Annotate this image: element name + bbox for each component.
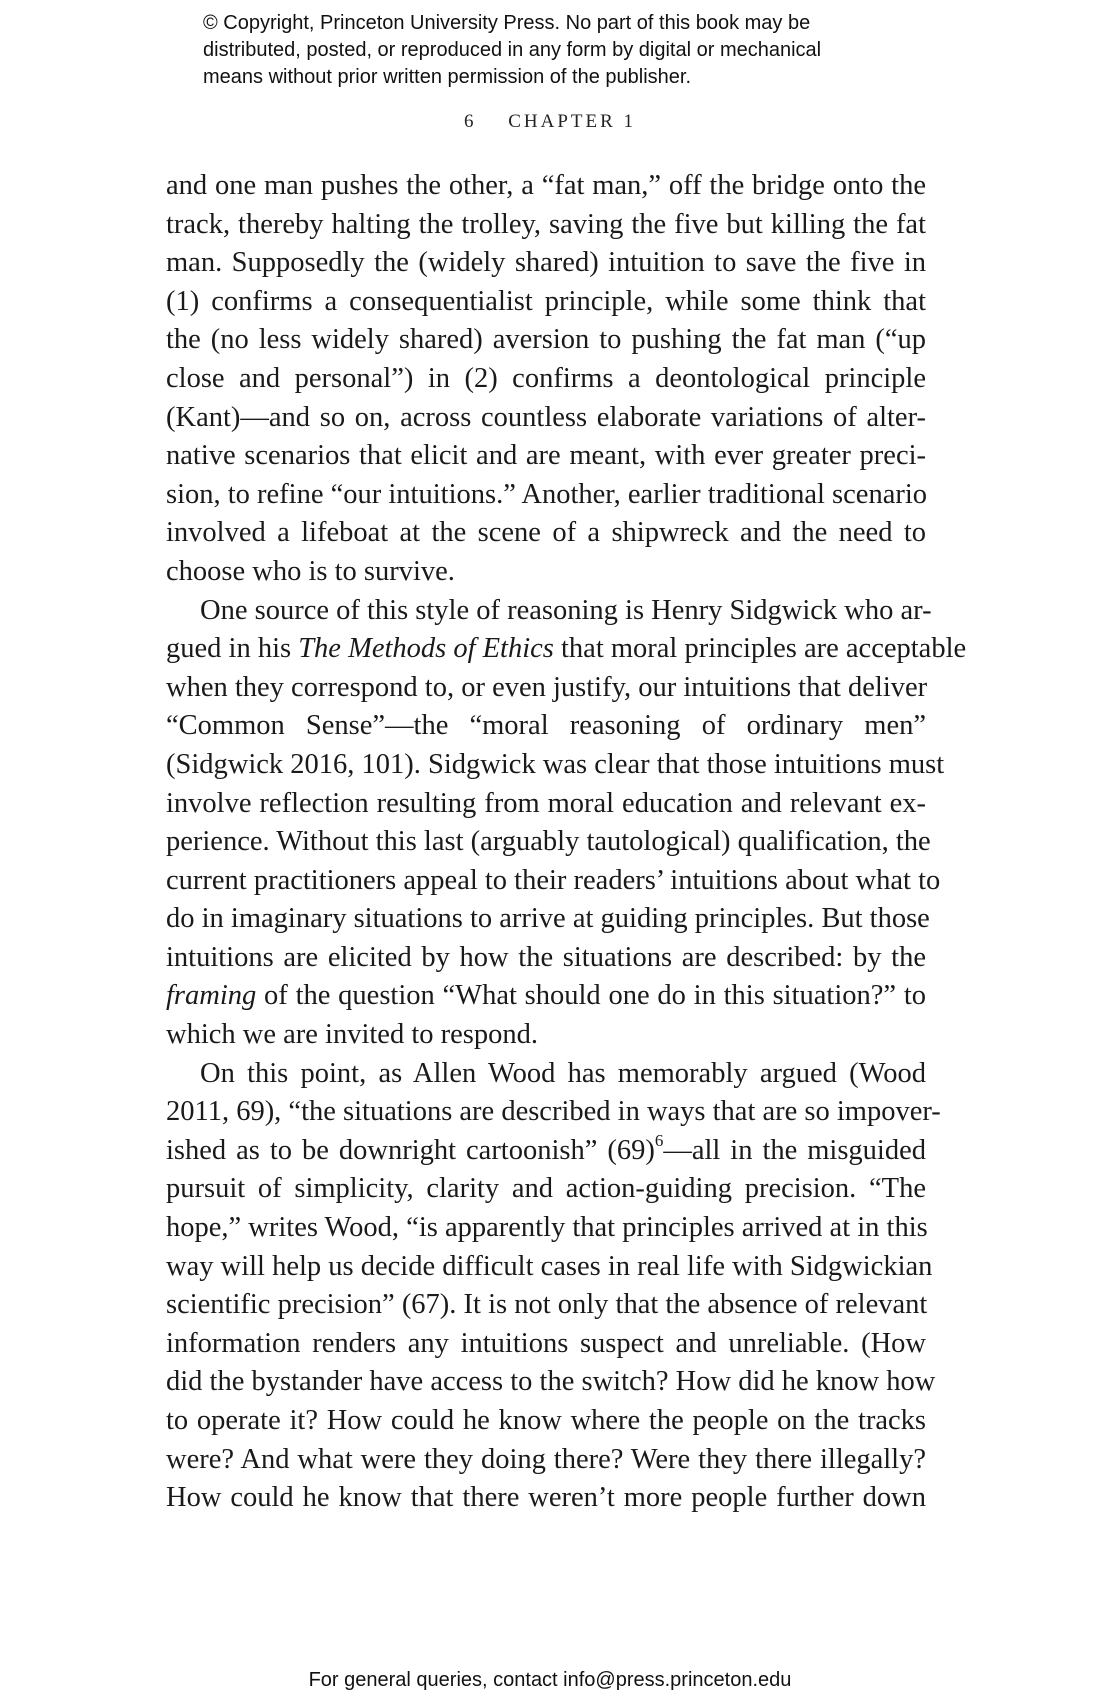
text-line: (Kant)—and so on, across countless elaborate variations of alter- xyxy=(166,401,926,433)
body-text xyxy=(166,167,967,1518)
text-fragment: ished as to be downright cartoonish” (69) xyxy=(166,1134,655,1166)
text-line: when they correspond to, or even justify, our intuitions that deliver xyxy=(166,671,928,703)
chapter-label: CHAPTER 1 xyxy=(508,111,637,132)
text-line: were? And what were they doing there? Were they there illegally? xyxy=(166,1443,926,1475)
text-line: One source of this style of reasoning is Henry Sidgwick who ar- xyxy=(200,594,932,626)
text-line: the (no less widely shared) aversion to pushing the fat man (“up xyxy=(166,324,926,356)
text-line: did the bystander have access to the switch? How did he know how xyxy=(166,1366,936,1398)
copyright-line: © Copyright, Princeton University Press. No part of this book may be xyxy=(203,12,811,34)
emphasis-word: framing xyxy=(166,980,257,1012)
page-number: 6 xyxy=(463,111,477,132)
text-fragment: of the question “What should one do in this situation?” to xyxy=(256,980,926,1012)
text-line: choose who is to survive. xyxy=(166,555,455,587)
text-line: information renders any intuitions suspect and unreliable. (How xyxy=(166,1327,926,1359)
text-line: native scenarios that elicit and are meant, with ever greater preci- xyxy=(166,440,926,472)
text-line: sion, to refine “our intuitions.” Another, earlier traditional scenario xyxy=(166,478,927,510)
text-line: current practitioners appeal to their readers’ intuitions about what to xyxy=(166,864,941,896)
text-line: perience. Without this last (arguably tautological) qualification, the xyxy=(166,826,931,858)
text-line: close and personal”) in (2) confirms a deontological principle xyxy=(166,362,926,394)
text-line: man. Supposedly the (widely shared) intuition to save the five in xyxy=(166,247,926,279)
text-line: involved a lifeboat at the scene of a shipwreck and the need to xyxy=(166,517,926,549)
text-line: pursuit of simplicity, clarity and action-guiding precision. “The xyxy=(166,1173,926,1205)
copyright-notice xyxy=(203,10,923,91)
text-line: which we are invited to respond. xyxy=(166,1019,538,1051)
text-line: and one man pushes the other, a “fat man,” off the bridge onto the xyxy=(166,170,926,201)
text-line: intuitions are elicited by how the situations are described: by the xyxy=(166,941,926,973)
text-line: “Common Sense”—the “moral reasoning of ordinary men” xyxy=(166,710,926,742)
text-fragment: gued in his xyxy=(166,633,299,665)
text-line: hope,” writes Wood, “is apparently that principles arrived at in this xyxy=(166,1212,928,1244)
text-line: (1) confirms a consequentialist principle, while some think that xyxy=(166,285,926,317)
text-line: scientific precision” (67). It is not only that the absence of relevant xyxy=(166,1289,928,1321)
text-line: How could he know that there weren’t more people further down xyxy=(166,1482,926,1514)
copyright-line: means without prior written permission of the publisher. xyxy=(203,66,692,88)
text-fragment: that moral principles are acceptable xyxy=(561,633,967,665)
running-head xyxy=(0,111,1100,133)
text-line-with-title xyxy=(166,630,967,669)
text-line: way will help us decide difficult cases in real life with Sidgwickian xyxy=(166,1250,933,1282)
text-line: On this point, as Allen Wood has memorably argued (Wood xyxy=(200,1057,926,1089)
text-line-with-emphasis xyxy=(166,977,926,1016)
text-line: do in imaginary situations to arrive at guiding principles. But those xyxy=(166,903,930,935)
text-line: track, thereby halting the trolley, saving the five but killing the fat xyxy=(166,208,926,240)
text-fragment: —all in the misguided xyxy=(663,1134,926,1166)
text-line: to operate it? How could he know where the people on the tracks xyxy=(166,1405,926,1436)
text-line: involve reflection resulting from moral education and relevant ex- xyxy=(166,787,926,819)
copyright-line: distributed, posted, or reproduced in any form by digital or mechanical xyxy=(203,39,822,61)
book-title: The Methods of Ethics xyxy=(298,633,554,665)
text-line-with-footnote xyxy=(166,1132,926,1171)
text-line: 2011, 69), “the situations are described in ways that are so impover- xyxy=(166,1096,941,1128)
footer-contact: For general queries, contact info@press.princeton.edu xyxy=(308,1669,792,1691)
text-line: (Sidgwick 2016, 101). Sidgwick was clear that those intuitions must xyxy=(166,748,945,780)
footnote-marker[interactable]: 6 xyxy=(654,1130,664,1150)
